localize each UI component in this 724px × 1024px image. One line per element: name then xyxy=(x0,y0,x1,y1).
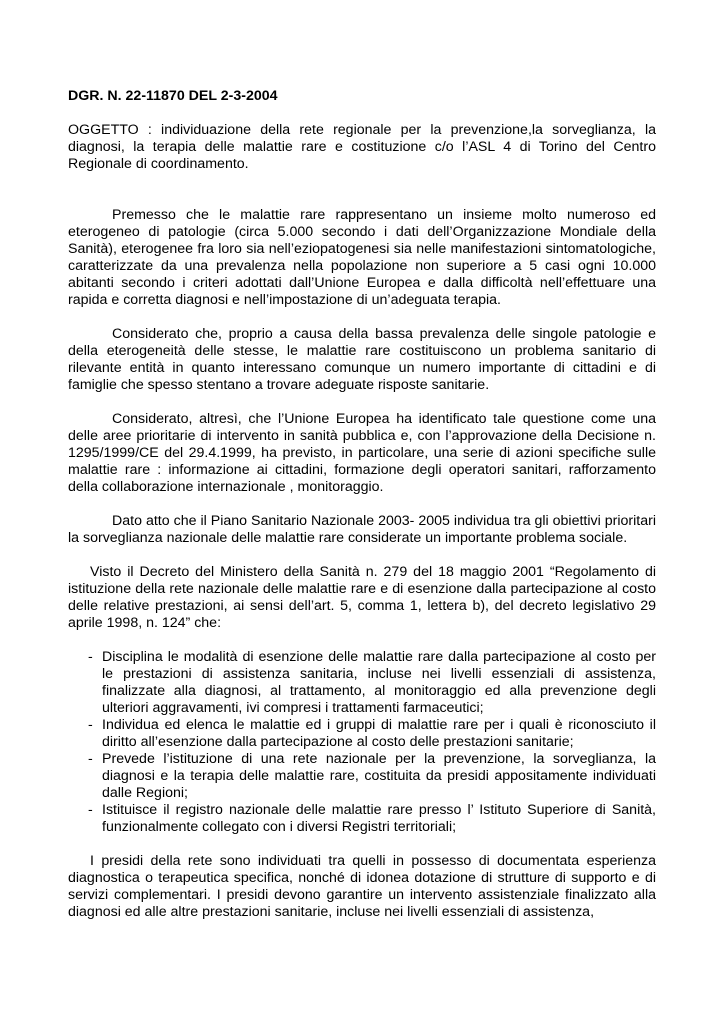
list-item-text: Individua ed elenca le malattie ed i gruppi di malattie rare per i quali è riconosciuto il diritto all’esenzione dalla partecipazione al costo delle prestazioni sanitarie; xyxy=(102,717,656,750)
list-item-text: Prevede l’istituzione di una rete nazionale per la prevenzione, la sorveglianza, la diagnosi e la terapia delle malattie rare, costituita da presidi appositamente individuati dalle Regioni; xyxy=(102,751,656,801)
bullet-list xyxy=(68,649,656,836)
document-body xyxy=(68,88,656,921)
list-item xyxy=(68,751,656,802)
list-item xyxy=(68,802,656,836)
list-item xyxy=(68,649,656,717)
bullet-dash: - xyxy=(88,649,93,665)
paragraph-considerato: Considerato che, proprio a causa della bassa prevalenza delle singole patologie e della eterogeneità delle stesse, le malattie rare costituiscono un problema sanitario di rilevante entità in quanto interessano comunque un numero importante di cittadini e di famiglie che spesso stentano a trovare adeguate risposte sanitarie. xyxy=(68,326,656,393)
paragraph-visto: Visto il Decreto del Ministero della Sanità n. 279 del 18 maggio 2001 “Regolamento di istituzione della rete nazionale delle malattie rare e di esenzione dalla partecipazione al costo delle relative prestazioni, ai sensi dell’art. 5, comma 1, lettera b), del decreto legislativo 29 aprile 1998, n. 124” che: xyxy=(68,564,656,631)
bullet-dash: - xyxy=(88,717,93,733)
list-item xyxy=(68,717,656,751)
bullet-dash: - xyxy=(88,802,93,818)
paragraph-dato-atto: Dato atto che il Piano Sanitario Nazionale 2003- 2005 individua tra gli obiettivi prioritari la sorveglianza nazionale delle malattie rare considerate un importante problema sociale. xyxy=(68,513,656,546)
list-item-text: Disciplina le modalità di esenzione delle malattie rare dalla partecipazione al costo per le prestazioni di assistenza sanitaria, incluse nei livelli essenziali di assistenza, finalizzate alla diagnosi, al trattamento, al monitoraggio ed alla prevenzione degli ulteriori aggravamenti, ivi compresi i trattamenti farmaceutici; xyxy=(102,649,656,716)
paragraph-considerato-altresi: Considerato, altresì, che l’Unione Europea ha identificato tale questione come una delle aree prioritarie di intervento in sanità pubblica e, con l’approvazione della Decisione n. 1295/1999/CE del 29.4.1999, ha previsto, in particolare, una serie di azioni specifiche sulle malattie rare : informazione ai cittadini, formazione degli operatori sanitari, rafforzamento della collaborazione internazionale , monitoraggio. xyxy=(68,411,656,495)
document-subject: OGGETTO : individuazione della rete regionale per la prevenzione,la sorveglianza, la diagnosi, la terapia delle malattie rare e costituzione c/o l’ASL 4 di Torino del Centro Regionale di coordinamento. xyxy=(68,122,656,172)
paragraph-premesso: Premesso che le malattie rare rappresentano un insieme molto numeroso ed eterogeneo di patologie (circa 5.000 secondo i dati dell’Organizzazione Mondiale della Sanità), eterogenee fra loro sia nell’eziopatogenesi sia nelle manifestazioni sintomatologiche, caratterizzate da una prevalenza nella popolazione non superiore a 5 casi ogni 10.000 abitanti secondo i criteri adottati dall’Unione Europea e dalla difficoltà nell’effettuare una rapida e corretta diagnosi e nell’impostazione di un’adeguata terapia. xyxy=(68,207,656,308)
document-title: DGR. N. 22-11870 DEL 2-3-2004 xyxy=(68,88,278,104)
paragraph-presidi: I presidi della rete sono individuati tra quelli in possesso di documentata esperienza diagnostica o terapeutica specifica, nonché di idonea dotazione di strutture di supporto e di servizi complementari. I presidi devono garantire un intervento assistenziale finalizzato alla diagnosi ed alle altre prestazioni sanitarie, incluse nei livelli essenziali di assistenza, xyxy=(68,853,656,920)
bullet-dash: - xyxy=(88,751,93,767)
list-item-text: Istituisce il registro nazionale delle malattie rare presso l’ Istituto Superiore di Sanità, funzionalmente collegato con i diversi Registri territoriali; xyxy=(102,802,656,835)
